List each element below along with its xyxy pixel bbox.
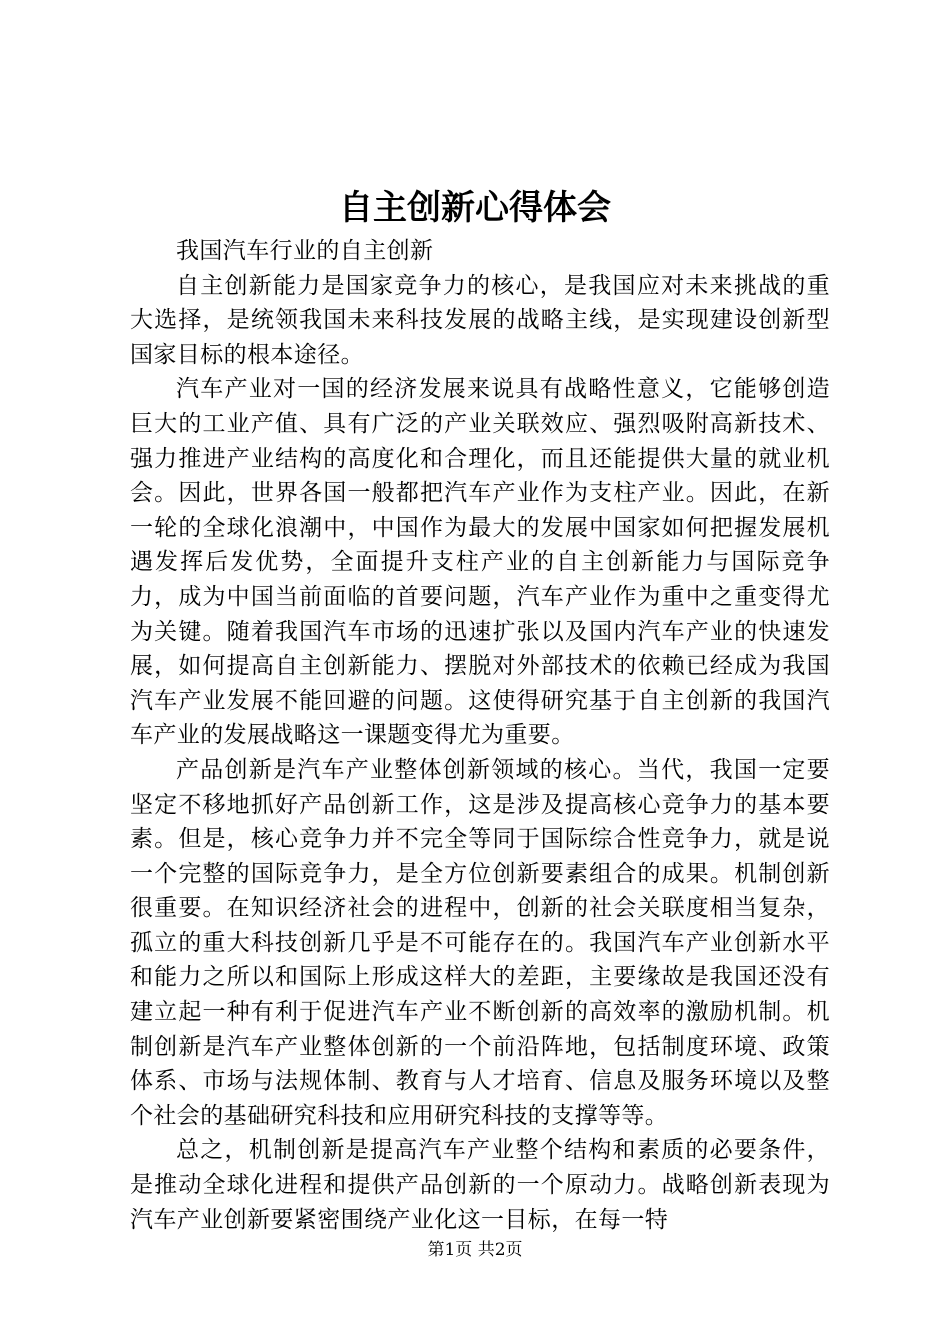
paragraph-subtitle: 我国汽车行业的自主创新 — [176, 238, 434, 264]
paragraph: 总之，机制创新是提高汽车产业整个结构和素质的必要条件，是推动全球化进程和提供产品创新的一个原动力。战略创新表现为汽车产业创新要紧密围绕产业化这一目标，在每一特 — [130, 1137, 830, 1233]
paragraph: 自主创新能力是国家竞争力的核心，是我国应对未来挑战的重大选择，是统领我国未来科技发展的战略主线，是实现建设创新型国家目标的根本途径。 — [130, 272, 830, 368]
paragraph: 汽车产业对一国的经济发展来说具有战略性意义，它能够创造巨大的工业产值、具有广泛的产业关联效应、强烈吸附高新技术、强力推进产业结构的高度化和合理化，而且还能提供大量的就业机会。因此，世界各国一般都把汽车产业作为支柱产业。因此，在新一轮的全球化浪潮中，中国作为最大的发展中国家如何把握发展机遇发挥后发优势，全面提升支柱产业的自主创新能力与国际竞争力，成为中国当前面临的首要问题，汽车产业作为重中之重变得尤为关键。随着我国汽车市场的迅速扩张以及国内汽车产业的快速发展，如何提高自主创新能力、摆脱对外部技术的依赖已经成为我国汽车产业发展不能回避的问题。这使得研究基于自主创新的我国汽车产业的发展战略这一课题变得尤为重要。 — [130, 376, 830, 749]
document-title: 自主创新心得体会 — [339, 188, 611, 228]
page-number-footer: 第1页 共2页 — [427, 1240, 523, 1260]
document-body — [130, 234, 830, 1237]
paragraph: 产品创新是汽车产业整体创新领域的核心。当代，我国一定要坚定不移地抓好产品创新工作，这是涉及提高核心竞争力的基本要素。但是，核心竞争力并不完全等同于国际综合性竞争力，就是说一个完整的国际竞争力，是全方位创新要素组合的成果。机制创新很重要。在知识经济社会的进程中，创新的社会关联度相当复杂，孤立的重大科技创新几乎是不可能存在的。我国汽车产业创新水平和能力之所以和国际上形成这样大的差距，主要缘故是我国还没有建立起一种有利于促进汽车产业不断创新的高效率的激励机制。机制创新是汽车产业整体创新的一个前沿阵地，包括制度环境、政策体系、市场与法规体制、教育与人才培育、信息及服务环境以及整个社会的基础研究科技和应用研究科技的支撑等等。 — [130, 756, 830, 1129]
